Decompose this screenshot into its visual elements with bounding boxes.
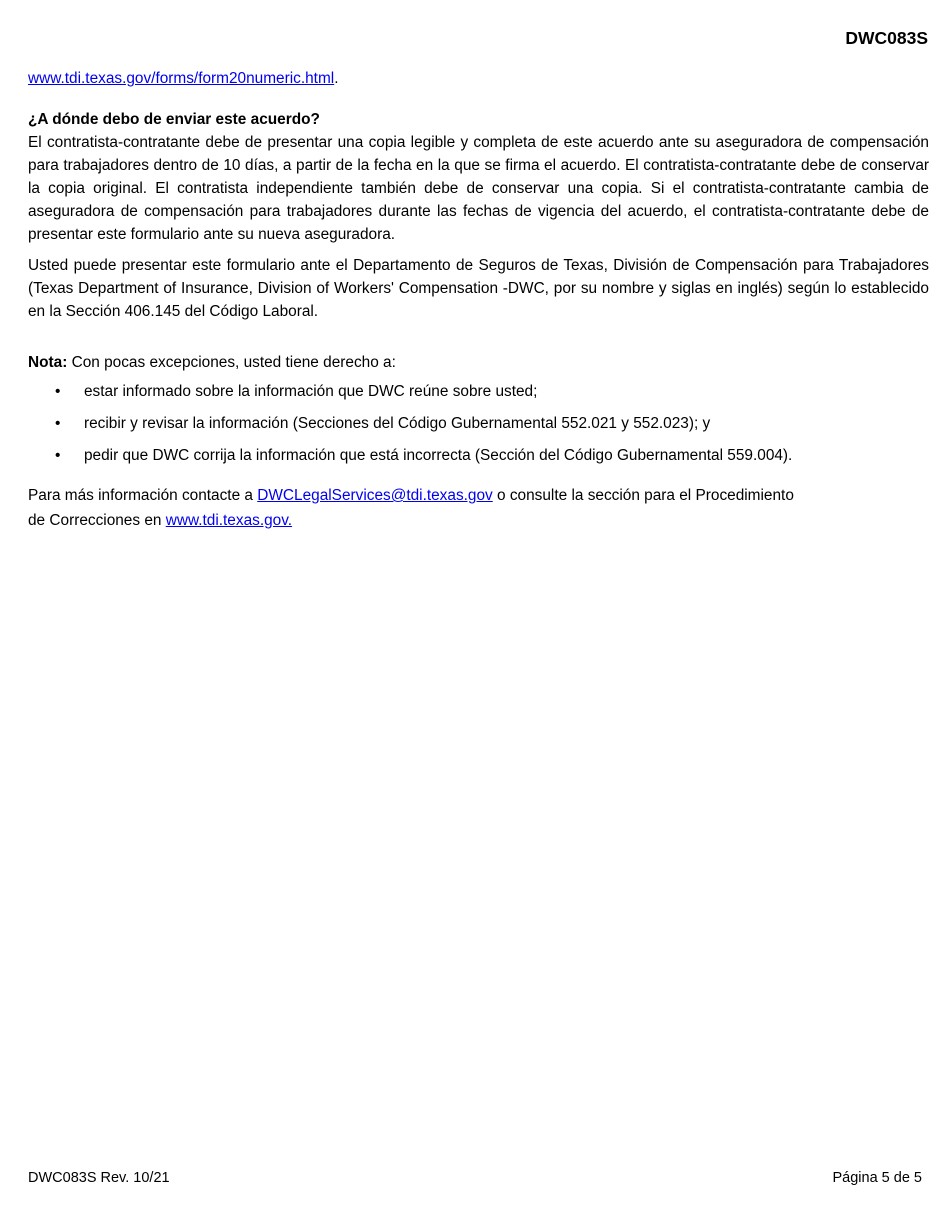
section-paragraph-1: El contratista-contratante debe de presentar una copia legible y completa de este acuerdo ante su aseguradora de compensación para trabajadores dentro de 10 días, a partir de la fecha en la que se firma el acuerdo. El contratista-contratante debe de conservar la copia original. El contratista independiente también debe de conservar una copia. Si el contratista-contratante cambia de aseguradora de compensación para trabajadores durante las fechas de vigencia del acuerdo, el contratista-contratante debe de presentar este formulario ante su nueva aseguradora. (28, 134, 929, 243)
section-paragraph-2: Usted puede presentar este formulario ante el Departamento de Seguros de Texas, División de Compensación para Trabajadores (Texas Department of Insurance, Division of Workers' Compensation -DWC, por su nombre y siglas en inglés) según lo establecido en la Sección 406.145 del Código Laboral. (28, 257, 929, 320)
note-label: Nota: (28, 354, 68, 371)
list-item (28, 412, 929, 435)
legal-services-email-link[interactable]: DWCLegalServices@tdi.texas.gov (257, 487, 493, 504)
list-item-text: estar informado sobre la información que DWC reúne sobre usted; (84, 383, 538, 400)
form-id: DWC083S (845, 28, 928, 48)
intro-period: . (334, 70, 339, 87)
contact-line2-prefix: de Correcciones en (28, 512, 166, 529)
tdi-site-link[interactable]: www.tdi.texas.gov. (165, 512, 293, 529)
page-content (28, 67, 929, 533)
rights-list (28, 380, 929, 467)
list-item (28, 444, 929, 467)
list-item-text: pedir que DWC corrija la información que está incorrecta (Sección del Código Gubernamental 559.004). (84, 447, 793, 464)
intro-line (28, 67, 929, 90)
list-item (28, 380, 929, 403)
bullet-icon: • (55, 383, 61, 400)
contact-paragraph (28, 483, 929, 533)
contact-middle: o consulte la sección para el Procedimiento (492, 487, 794, 504)
note-text: Con pocas excepciones, usted tiene derecho a: (67, 354, 396, 371)
footer-revision: DWC083S Rev. 10/21 (28, 1170, 170, 1186)
bullet-icon: • (55, 447, 61, 464)
footer-page-number: Página 5 de 5 (832, 1170, 922, 1186)
section-heading: ¿A dónde debo de enviar este acuerdo? (28, 111, 320, 128)
note-line (28, 351, 929, 374)
bullet-icon: • (55, 415, 61, 432)
list-item-text: recibir y revisar la información (Secciones del Código Gubernamental 552.021 y 552.023); y (84, 415, 711, 432)
form20-link[interactable]: www.tdi.texas.gov/forms/form20numeric.html (28, 70, 335, 87)
contact-prefix: Para más información contacte a (28, 487, 258, 504)
